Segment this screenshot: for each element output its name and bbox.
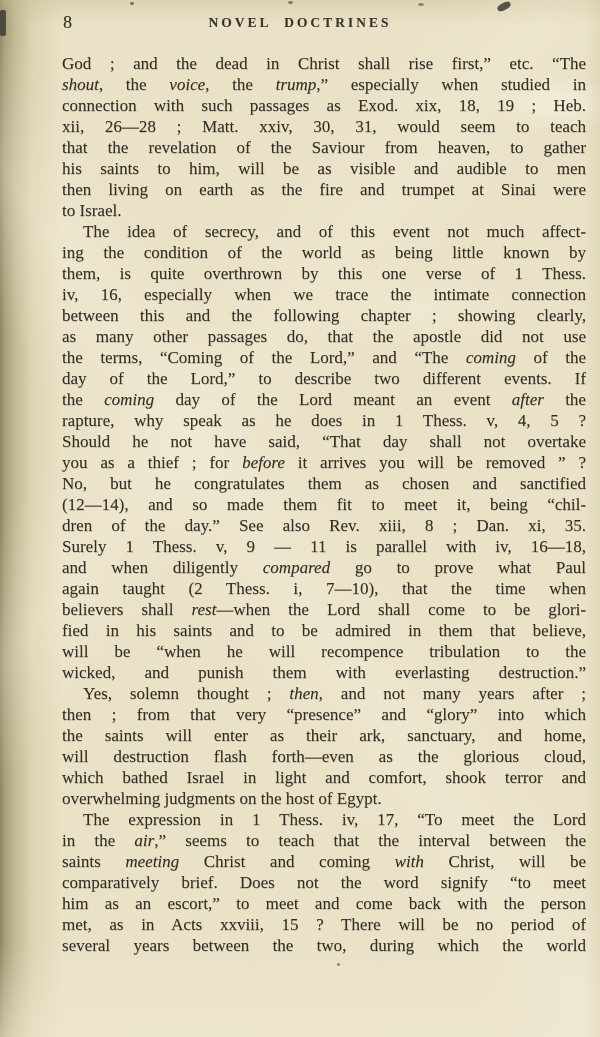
text-line — [62, 788, 586, 809]
text-segment: the terms, “Coming of the Lord,” and “The — [62, 348, 466, 367]
text-segment: believers shall — [62, 600, 192, 619]
text-segment: and when diligently — [62, 558, 263, 577]
text-line — [62, 851, 586, 872]
text-line — [62, 284, 586, 305]
text-line — [62, 809, 586, 830]
ink-speck — [288, 1, 293, 4]
text-line — [62, 95, 586, 116]
text-segment: —when the Lord shall come to be glori- — [216, 600, 586, 619]
paragraph — [62, 221, 586, 683]
ink-speck — [337, 963, 340, 966]
text-line — [62, 641, 586, 662]
text-line — [62, 599, 586, 620]
text-segment: , the — [98, 75, 170, 94]
text-line — [62, 536, 586, 557]
italic-text: coming — [465, 348, 516, 367]
text-segment: day of the Lord meant an event — [154, 390, 512, 409]
text-segment: ing the condition of the world as being little known by — [62, 243, 586, 262]
text-line — [62, 200, 586, 221]
text-line — [62, 683, 586, 704]
text-segment: again taught (2 Thess. i, 7—10), that the time when — [62, 579, 586, 598]
text-segment: Christ and coming — [179, 852, 395, 871]
italic-text: coming — [104, 390, 155, 409]
italic-text: before — [242, 453, 285, 472]
text-segment: saints — [62, 852, 126, 871]
text-segment: (12—14), and so made them fit to meet it, being “chil- — [62, 495, 586, 514]
text-segment: will be “when he will recompence tribulation to the — [62, 642, 586, 661]
text-line — [62, 263, 586, 284]
text-segment: The expression in 1 Thess. iv, 17, “To meet the Lord — [83, 810, 586, 829]
italic-text: shout — [62, 75, 99, 94]
text-line — [62, 305, 586, 326]
ink-speck — [418, 3, 424, 6]
text-segment: comparatively brief. Does not the word signify “to meet — [62, 873, 586, 892]
text-line — [62, 935, 586, 956]
text-line — [62, 494, 586, 515]
text-segment: Should he not have said, “That day shall not overtake — [62, 432, 586, 451]
text-segment: day of the Lord,” to describe two different events. If — [62, 369, 586, 388]
text-segment: in the — [62, 831, 135, 850]
text-segment: God ; and the dead in Christ shall rise first,” etc. “The — [62, 54, 586, 73]
text-line — [62, 410, 586, 431]
text-line — [62, 662, 586, 683]
text-segment: that the revelation of the Saviour from heaven, to gather — [62, 138, 586, 157]
text-segment: ,” especially when studied in — [316, 75, 586, 94]
text-line — [62, 221, 586, 242]
text-segment: , the — [205, 75, 276, 94]
text-segment: No, but he congratulates them as chosen and sanctified — [62, 474, 586, 493]
text-line — [62, 431, 586, 452]
text-line — [62, 725, 586, 746]
running-header-row — [0, 12, 600, 36]
page-body — [62, 53, 586, 956]
text-line — [62, 137, 586, 158]
text-line — [62, 704, 586, 725]
text-line — [62, 452, 586, 473]
text-line — [62, 515, 586, 536]
text-segment: you as a thief ; for — [62, 453, 243, 472]
text-line — [62, 347, 586, 368]
text-segment: him as an escort,” to meet and come back with the person — [62, 894, 586, 913]
text-segment: them, is quite overthrown by this one verse of 1 Thess. — [62, 264, 586, 283]
text-segment: connection with such passages as Exod. xix, 18, 19 ; Heb. — [62, 96, 586, 115]
text-segment: Yes, solemn thought ; — [83, 684, 290, 703]
text-segment: it arrives you will be removed ” ? — [284, 453, 586, 472]
text-line — [62, 557, 586, 578]
text-segment: then ; from that very “presence” and “glory” into which — [62, 705, 586, 724]
text-segment: rapture, why speak as he does in 1 Thess. v, 4, 5 ? — [62, 411, 586, 430]
italic-text: compared — [262, 558, 331, 577]
text-segment: fied in his saints and to be admired in them that believe, — [62, 621, 586, 640]
italic-text: air — [134, 831, 155, 850]
text-line — [62, 74, 586, 95]
ink-speck — [130, 2, 134, 5]
text-segment: the — [543, 390, 586, 409]
text-segment: the saints will enter as their ark, sanctuary, and home, — [62, 726, 586, 745]
text-line — [62, 158, 586, 179]
paragraph — [62, 683, 586, 809]
text-segment: xii, 26—28 ; Matt. xxiv, 30, 31, would seem to teach — [62, 117, 586, 136]
text-segment: dren of the day.” See also Rev. xiii, 8 ; Dan. xi, 35. — [62, 516, 586, 535]
text-segment: between this and the following chapter ; showing clearly, — [62, 306, 586, 325]
text-segment: then living on earth as the fire and trumpet at Sinai were — [62, 180, 586, 199]
text-line — [62, 179, 586, 200]
text-line — [62, 473, 586, 494]
paragraph — [62, 809, 586, 956]
text-line — [62, 389, 586, 410]
text-segment: of the — [515, 348, 586, 367]
italic-text: rest — [191, 600, 217, 619]
text-segment: Surely 1 Thess. v, 9 — 11 is parallel with iv, 16—18, — [62, 537, 586, 556]
text-line — [62, 620, 586, 641]
italic-text: voice — [169, 75, 206, 94]
text-segment: , and not many years after ; — [318, 684, 586, 703]
text-line — [62, 893, 586, 914]
italic-text: with — [394, 852, 424, 871]
paragraph — [62, 53, 586, 221]
text-segment: iv, 16, especially when we trace the intimate connection — [62, 285, 586, 304]
text-segment: several years between the two, during which the world — [62, 936, 586, 955]
text-line — [62, 830, 586, 851]
text-line — [62, 914, 586, 935]
italic-text: meeting — [125, 852, 180, 871]
text-segment: met, as in Acts xxviii, 15 ? There will be no period of — [62, 915, 586, 934]
text-segment: Christ, will be — [423, 852, 586, 871]
text-segment: to Israel. — [62, 201, 122, 220]
running-header-title: NOVEL DOCTRINES — [208, 15, 392, 30]
text-line — [62, 242, 586, 263]
italic-text: after — [511, 390, 544, 409]
text-segment: ,” seems to teach that the interval between the — [154, 831, 586, 850]
text-segment: his saints to him, will be as visible and audible to men — [62, 159, 586, 178]
text-line — [62, 578, 586, 599]
text-segment: which bathed Israel in light and comfort, shook terror and — [62, 768, 586, 787]
text-line — [62, 116, 586, 137]
text-line — [62, 746, 586, 767]
text-segment: the — [62, 390, 105, 409]
text-segment: overwhelming judgments on the host of Egypt. — [62, 789, 382, 808]
text-segment: The idea of secrecy, and of this event not much affect- — [83, 222, 586, 241]
italic-text: then — [289, 684, 319, 703]
text-line — [62, 368, 586, 389]
text-segment: go to prove what Paul — [330, 558, 586, 577]
italic-text: trump — [275, 75, 317, 94]
page-number: 8 — [63, 12, 72, 32]
text-line — [62, 767, 586, 788]
text-segment: as many other passages do, that the apostle did not use — [62, 327, 586, 346]
text-line — [62, 872, 586, 893]
text-segment: will destruction flash forth—even as the glorious cloud, — [62, 747, 586, 766]
text-segment: wicked, and punish them with everlasting destruction.” — [62, 663, 586, 682]
text-line — [62, 53, 586, 74]
text-line — [62, 326, 586, 347]
